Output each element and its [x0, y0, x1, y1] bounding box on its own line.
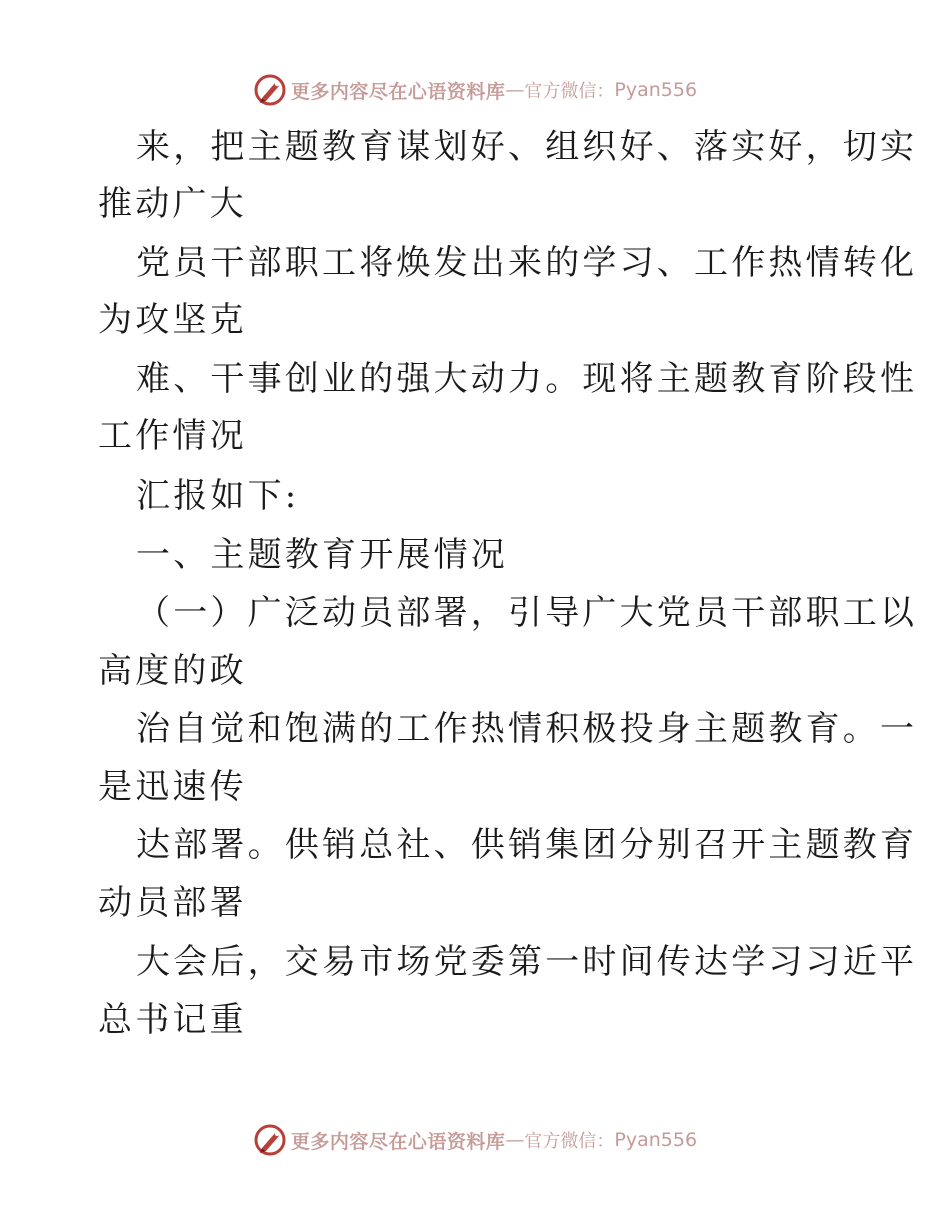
- text-line: 推动广大: [98, 184, 247, 224]
- watermark-wechat-id: Pyan556: [614, 79, 698, 101]
- watermark-wechat-label: 官方微信：: [524, 81, 615, 102]
- text-line: （一）广泛动员部署，引导广大党员干部职工以: [136, 593, 918, 633]
- pen-logo-icon: [253, 73, 287, 107]
- text-line: 为攻坚克: [98, 300, 247, 340]
- text-line: 治自觉和饱满的工作热情积极投身主题教育。一: [136, 709, 918, 749]
- text-line: 来，把主题教育谋划好、组织好、落实好，切实: [136, 127, 918, 167]
- watermark-wechat-label: 官方微信：: [524, 1131, 615, 1152]
- watermark-wechat-id: Pyan556: [614, 1129, 698, 1151]
- section-heading: 一、主题教育开展情况: [136, 535, 508, 575]
- watermark-site-text: 更多内容尽在心语资料库: [290, 1130, 506, 1153]
- header-watermark: [0, 70, 950, 110]
- text-line: 是迅速传: [98, 767, 247, 807]
- watermark-site-text: 更多内容尽在心语资料库: [290, 80, 506, 103]
- watermark-separator: —: [505, 79, 525, 101]
- pen-logo-icon: [253, 1123, 287, 1157]
- text-line: 难、干事创业的强大动力。现将主题教育阶段性: [136, 359, 918, 399]
- text-line: 大会后，交易市场党委第一时间传达学习习近平: [136, 942, 918, 982]
- text-line: 高度的政: [98, 651, 247, 691]
- text-line: 汇报如下:: [136, 476, 300, 516]
- text-line: 达部署。供销总社、供销集团分别召开主题教育: [136, 825, 918, 865]
- text-line: 党员干部职工将焕发出来的学习、工作热情转化: [136, 243, 918, 283]
- watermark-separator: —: [505, 1129, 525, 1151]
- text-line: 动员部署: [98, 883, 247, 923]
- text-line: 总书记重: [98, 1000, 247, 1040]
- footer-watermark: [0, 1120, 950, 1160]
- text-line: 工作情况: [98, 416, 247, 456]
